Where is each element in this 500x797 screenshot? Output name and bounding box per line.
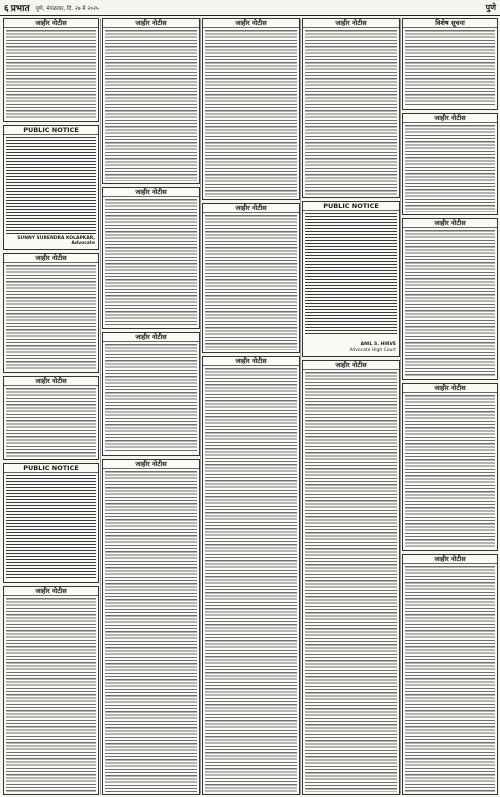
notice-heading: PUBLIC NOTICE <box>4 126 98 135</box>
notice-box <box>402 18 498 110</box>
advocate-signature: SUNNY SURENDRA KOLAPKAR, Advocate <box>17 236 95 246</box>
notice-body <box>105 470 197 792</box>
notice-box <box>402 383 498 551</box>
notice-heading: PUBLIC NOTICE <box>303 202 399 211</box>
advocate-signature: ANIL S. HIRVE <box>360 342 396 347</box>
notice-heading: जाहीर नोटीस <box>303 361 399 370</box>
notice-heading: जाहीर नोटीस <box>203 357 299 366</box>
notice-heading: जाहीर नोटीस <box>403 219 497 228</box>
page-number: ६ <box>4 4 9 14</box>
notice-body <box>6 474 96 580</box>
notice-heading: विशेष सूचना <box>403 19 497 28</box>
notice-columns <box>2 18 498 795</box>
notice-body <box>405 29 495 107</box>
notice-body <box>405 124 495 212</box>
column-2 <box>100 18 201 795</box>
notice-body <box>6 264 96 370</box>
notice-box <box>202 203 300 353</box>
notice-heading: जाहीर नोटीस <box>4 19 98 28</box>
notice-body <box>305 29 397 195</box>
column-1 <box>2 18 100 795</box>
notice-box <box>102 187 200 329</box>
notice-heading: जाहीर नोटीस <box>103 460 199 469</box>
notice-heading: जाहीर नोटीस <box>4 377 98 386</box>
notice-box <box>402 218 498 380</box>
column-3 <box>200 18 301 795</box>
notice-heading: जाहीर नोटीस <box>403 384 497 393</box>
notice-box <box>402 554 498 795</box>
notice-box <box>302 201 400 357</box>
notice-body <box>6 136 96 235</box>
column-4 <box>300 18 401 795</box>
notice-heading: जाहीर नोटीस <box>403 555 497 564</box>
notice-heading: जाहीर नोटीस <box>403 114 497 123</box>
notice-heading: जाहीर नोटीस <box>103 19 199 28</box>
paper-name: प्रभात <box>10 4 30 14</box>
notice-box <box>202 356 300 795</box>
notice-body <box>305 371 397 792</box>
notice-box <box>3 376 99 460</box>
notice-heading: जाहीर नोटीस <box>303 19 399 28</box>
notice-box <box>302 18 400 198</box>
notice-heading: जाहीर नोटीस <box>4 254 98 263</box>
notice-body <box>205 367 297 792</box>
column-5 <box>400 18 499 795</box>
notice-box <box>102 18 200 184</box>
notice-box <box>302 360 400 795</box>
notice-box <box>3 586 99 795</box>
notice-box <box>102 332 200 456</box>
notice-box <box>402 113 498 215</box>
notice-heading: जाहीर नोटीस <box>203 204 299 213</box>
notice-body <box>6 29 96 119</box>
notice-body <box>205 214 297 350</box>
notice-body <box>205 29 297 197</box>
notice-body <box>6 387 96 457</box>
notice-box <box>102 459 200 795</box>
notice-body <box>405 565 495 792</box>
notice-box <box>3 253 99 373</box>
notice-heading: जाहीर नोटीस <box>4 587 98 596</box>
city-label: पुणे <box>485 2 496 12</box>
notice-heading: जाहीर नोटीस <box>103 188 199 197</box>
notice-box <box>3 125 99 250</box>
notice-body <box>305 212 397 336</box>
notice-body <box>405 229 495 377</box>
notice-body <box>405 394 495 548</box>
notice-box <box>3 18 99 122</box>
masthead <box>0 0 500 16</box>
notice-body <box>105 343 197 453</box>
notice-box <box>3 463 99 583</box>
advocate-subtitle: Advocate High Court <box>349 348 396 353</box>
notice-box <box>202 18 300 200</box>
notice-body <box>6 597 96 792</box>
date-line: पुणे, मंगळवार, दि. २७ मे २०२५ <box>35 5 99 12</box>
notice-heading: जाहीर नोटीस <box>203 19 299 28</box>
notice-body <box>105 198 197 326</box>
notice-heading: जाहीर नोटीस <box>103 333 199 342</box>
notice-body <box>105 29 197 181</box>
notice-heading: PUBLIC NOTICE <box>4 464 98 473</box>
